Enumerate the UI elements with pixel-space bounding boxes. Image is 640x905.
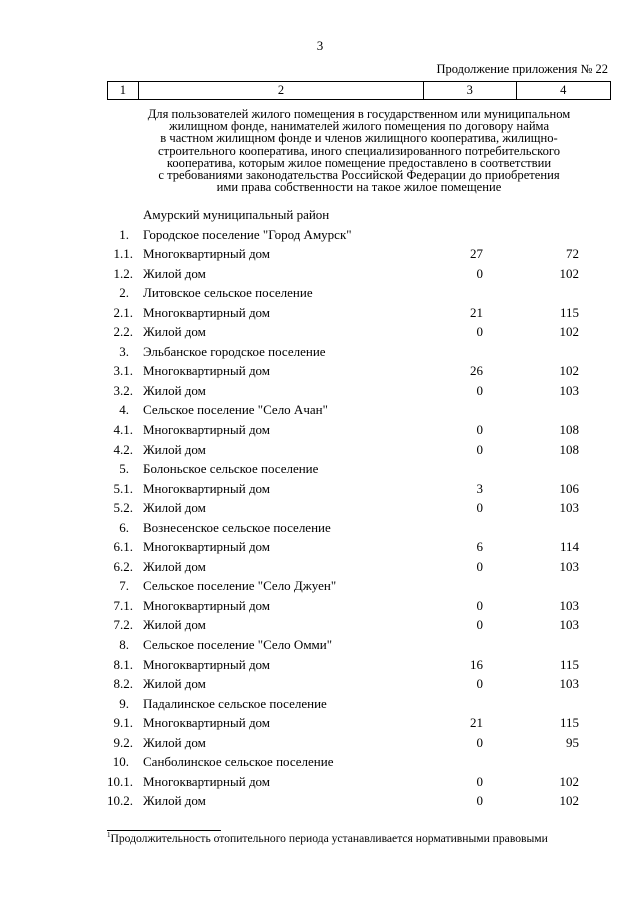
- column-3-value: 0: [476, 265, 483, 281]
- column-4-value: 103: [559, 558, 579, 574]
- column-3-value: 3: [476, 480, 483, 496]
- table-row: [0, 420, 640, 440]
- row-number: 3.1.: [113, 363, 133, 379]
- column-4-value: 102: [559, 265, 579, 281]
- table-row: [0, 596, 640, 616]
- row-number: 7.: [119, 578, 129, 594]
- heading-line: строительного кооператива, иного специализированного потребительского: [157, 143, 561, 158]
- column-3-value: 0: [476, 500, 483, 516]
- housing-type: Жилой дом: [143, 324, 206, 340]
- column-4-value: 72: [566, 246, 579, 262]
- column-4-value: 115: [559, 715, 579, 731]
- settlement-row: [0, 635, 640, 655]
- column-3-value: 21: [470, 304, 483, 320]
- table-row: [0, 537, 640, 557]
- column-3-value: 0: [476, 597, 483, 613]
- column-3-value: 0: [476, 617, 483, 633]
- housing-type: Многоквартирный дом: [143, 539, 271, 555]
- column-3-value: 0: [476, 734, 483, 750]
- row-number: 7.1.: [113, 597, 133, 613]
- table-row: [0, 557, 640, 577]
- table-row: [0, 791, 640, 811]
- settlement-row: [0, 694, 640, 714]
- column-4-value: 102: [559, 324, 579, 340]
- settlement-name: Сельское поселение "Село Омми": [143, 637, 333, 653]
- housing-type: Многоквартирный дом: [143, 246, 271, 262]
- row-number: 3.: [119, 343, 129, 359]
- column-4-value: 115: [559, 304, 579, 320]
- column-4-value: 106: [559, 480, 579, 496]
- table-row: [0, 772, 640, 792]
- row-number: 1.1.: [113, 246, 133, 262]
- settlement-row: [0, 752, 640, 772]
- row-number: 6.1.: [113, 539, 133, 555]
- settlement-name: Болоньское сельское поселение: [143, 461, 319, 477]
- housing-type: Жилой дом: [143, 793, 206, 809]
- table-row: [0, 674, 640, 694]
- footnote: [107, 831, 611, 845]
- housing-type: Многоквартирный дом: [143, 304, 271, 320]
- header-col-2: 2: [138, 82, 423, 100]
- table-row: [0, 440, 640, 460]
- column-4-value: 95: [566, 734, 579, 750]
- table-row: [0, 733, 640, 753]
- housing-type: Жилой дом: [143, 441, 206, 457]
- column-4-value: 102: [559, 773, 579, 789]
- row-number: 8.: [119, 637, 129, 653]
- column-4-value: 103: [559, 617, 579, 633]
- column-3-value: 0: [476, 676, 483, 692]
- column-4-value: 103: [559, 382, 579, 398]
- row-number: 4.2.: [113, 441, 133, 457]
- column-3-value: 0: [476, 558, 483, 574]
- housing-type: Многоквартирный дом: [143, 597, 271, 613]
- heading-line: ими права собственности на такое жилое помещение: [216, 180, 502, 195]
- row-number: 1.: [119, 226, 129, 242]
- row-number: 2.: [119, 285, 129, 301]
- column-4-value: 115: [559, 656, 579, 672]
- column-3-value: 0: [476, 441, 483, 457]
- settlement-name: Сельское поселение "Село Ачан": [143, 402, 328, 418]
- row-number: 5.2.: [113, 500, 133, 516]
- heading-line: Для пользователей жилого помещения в государственном или муниципальном: [147, 107, 571, 121]
- table-row: [0, 303, 640, 323]
- column-3-value: 0: [476, 422, 483, 438]
- settlement-name: Падалинское сельское поселение: [143, 695, 327, 711]
- row-number: 10.2.: [107, 793, 133, 809]
- header-col-3: 3: [424, 82, 516, 100]
- settlement-table: [0, 205, 640, 811]
- settlement-row: [0, 283, 640, 303]
- housing-type: Жилой дом: [143, 617, 206, 633]
- column-4-value: 108: [559, 441, 579, 457]
- settlement-name: Вознесенское сельское поселение: [143, 519, 331, 535]
- table-row: [0, 322, 640, 342]
- housing-type: Многоквартирный дом: [143, 715, 271, 731]
- housing-type: Многоквартирный дом: [143, 656, 271, 672]
- housing-type: Жилой дом: [143, 500, 206, 516]
- column-4-value: 114: [559, 539, 579, 555]
- column-4-value: 103: [559, 500, 579, 516]
- row-number: 3.2.: [113, 382, 133, 398]
- table-row: [0, 264, 640, 284]
- housing-type: Жилой дом: [143, 558, 206, 574]
- housing-type: Многоквартирный дом: [143, 773, 271, 789]
- column-4-value: 103: [559, 597, 579, 613]
- heading-line: кооператива, которым жилое помещение предоставлено в соответствии: [166, 155, 552, 170]
- settlement-name: Городское поселение "Город Амурск": [143, 226, 352, 242]
- column-3-value: 26: [470, 363, 483, 379]
- district-name: Амурский муниципальный район: [143, 207, 330, 222]
- row-number: 4.: [119, 402, 129, 418]
- column-3-value: 21: [470, 715, 483, 731]
- table-row: [0, 498, 640, 518]
- settlement-name: Эльбанское городское поселение: [143, 343, 326, 359]
- column-3-value: 6: [476, 539, 483, 555]
- heading-line: в частном жилищном фонде и членов жилищного кооператива, жилищно-: [160, 131, 558, 146]
- housing-type: Жилой дом: [143, 382, 206, 398]
- settlement-row: [0, 459, 640, 479]
- table-row: [0, 244, 640, 264]
- column-4-value: 103: [559, 676, 579, 692]
- heading-line: жилищном фонде, нанимателей жилого помещения по договору найма: [168, 119, 550, 134]
- housing-type: Жилой дом: [143, 734, 206, 750]
- heading-line: с требованиями законодательства Российской Федерации до приобретения: [158, 168, 560, 183]
- table-row: [0, 655, 640, 675]
- column-3-value: 0: [476, 793, 483, 809]
- housing-type: Жилой дом: [143, 676, 206, 692]
- row-number: 6.2.: [113, 558, 133, 574]
- row-number: 9.: [119, 695, 129, 711]
- housing-type: Многоквартирный дом: [143, 422, 271, 438]
- housing-type: Жилой дом: [143, 265, 206, 281]
- settlement-row: [0, 342, 640, 362]
- settlement-row: [0, 576, 640, 596]
- table-row: [0, 361, 640, 381]
- header-row: [108, 82, 611, 100]
- row-number: 5.1.: [113, 480, 133, 496]
- row-number: 2.1.: [113, 304, 133, 320]
- column-4-value: 102: [559, 793, 579, 809]
- table-row: [0, 381, 640, 401]
- settlement-name: Сельское поселение "Село Джуен": [143, 578, 337, 594]
- footnote-marker: 1: [107, 831, 111, 839]
- row-number: 8.1.: [113, 656, 133, 672]
- settlement-name: Санболинское сельское поселение: [143, 754, 334, 770]
- settlement-row: [0, 225, 640, 245]
- table-row: [0, 479, 640, 499]
- row-number: 2.2.: [113, 324, 133, 340]
- column-3-value: 0: [476, 773, 483, 789]
- table-row: [0, 615, 640, 635]
- row-number: 9.2.: [113, 734, 133, 750]
- table-row: [0, 713, 640, 733]
- row-number: 4.1.: [113, 422, 133, 438]
- housing-type: Многоквартирный дом: [143, 480, 271, 496]
- column-3-value: 0: [476, 382, 483, 398]
- settlement-name: Литовское сельское поселение: [143, 285, 313, 301]
- row-number: 1.2.: [113, 265, 133, 281]
- settlement-row: [0, 400, 640, 420]
- column-number-header: [107, 81, 611, 100]
- district-row: [0, 205, 640, 225]
- row-number: 10.: [112, 754, 129, 770]
- row-number: 10.1.: [107, 773, 133, 789]
- appendix-label: Продолжение приложения № 22: [436, 62, 608, 76]
- section-heading: [107, 108, 611, 193]
- row-number: 7.2.: [113, 617, 133, 633]
- row-number: 8.2.: [113, 676, 133, 692]
- row-number: 6.: [119, 519, 129, 535]
- column-3-value: 27: [470, 246, 483, 262]
- page-number: 3: [316, 38, 324, 53]
- footnote-text: Продолжительность отопительного периода устанавливается нормативными правовыми: [110, 831, 548, 845]
- column-4-value: 108: [559, 422, 579, 438]
- row-number: 5.: [119, 461, 129, 477]
- settlement-row: [0, 518, 640, 538]
- column-4-value: 102: [559, 363, 579, 379]
- header-col-4: 4: [516, 82, 610, 100]
- column-3-value: 16: [470, 656, 483, 672]
- column-3-value: 0: [476, 324, 483, 340]
- header-col-1: 1: [108, 82, 139, 100]
- row-number: 9.1.: [113, 715, 133, 731]
- housing-type: Многоквартирный дом: [143, 363, 271, 379]
